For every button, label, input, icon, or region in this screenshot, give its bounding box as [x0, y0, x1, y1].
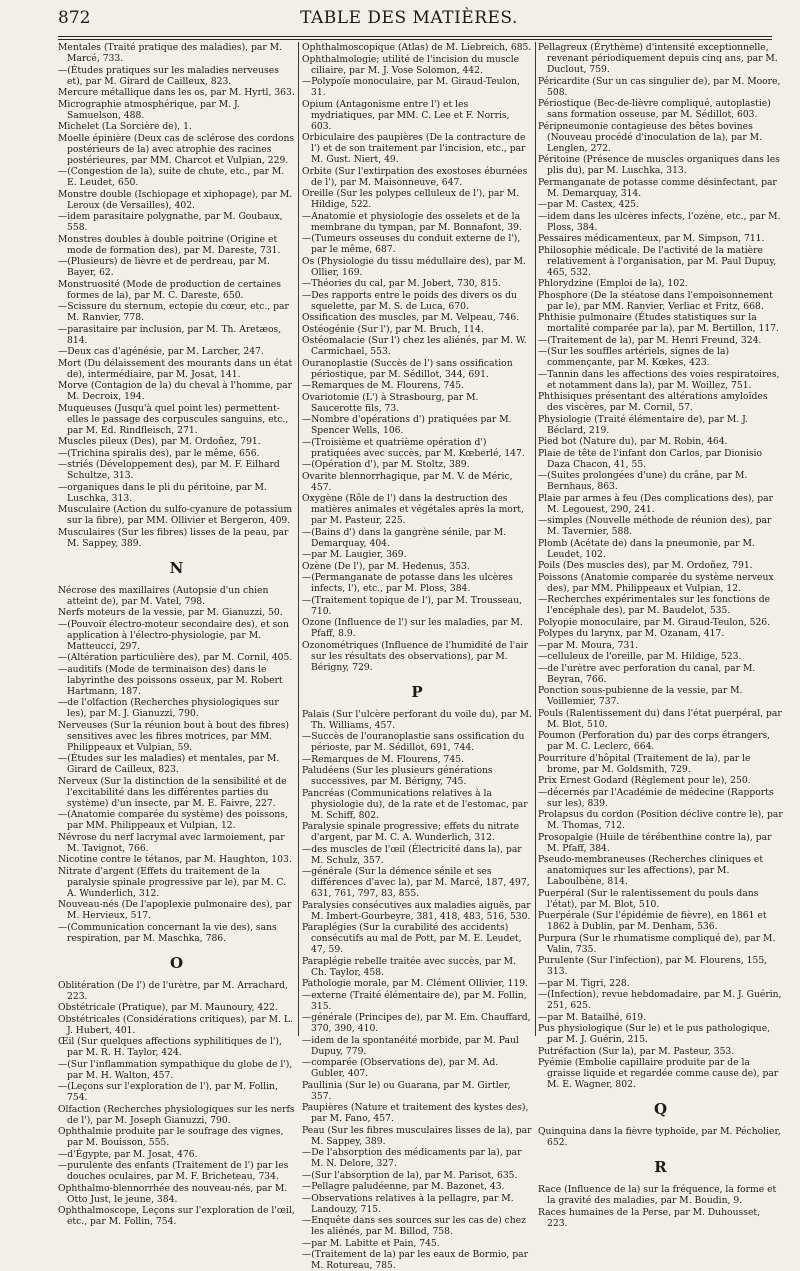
- index-entry: —(Communication concernant la vie des), sans respiration, par M. Maschka, 786.: [58, 921, 277, 944]
- index-entry: Oxygène (Rôle de l') dans la destruction des matières animales et végétales après la mort, par M. Pasteur, 225.: [302, 493, 524, 526]
- index-entry: —Recherches expérimentales sur les fonctions de l'encéphale des), par M. Baudelot, 535.: [538, 594, 771, 616]
- index-entry: —(Altération particulière des), par M. Cornil, 405.: [58, 652, 293, 663]
- index-entry: —(Sur les souffles artériels, signes de la) commençante, par M. Kœkes, 423.: [538, 346, 730, 368]
- index-entry: Olfaction (Recherches physiologiques sur les nerfs de l'), par M. Joseph Gianuzzi, 790.: [58, 1103, 295, 1126]
- index-entry: —par M. Laugier, 369.: [302, 549, 407, 560]
- index-column-1: [58, 42, 295, 1227]
- index-entry: Paraplégie rebelle traitée avec succès, par M. Ch. Taylor, 458.: [302, 955, 517, 978]
- index-entry: Nitrate d'argent (Effets du traitement de la paralysie spinale progressive par le), par M. C. A. Wunderlich, 312.: [58, 865, 287, 899]
- index-entry: Ouranoplastie (Succès de l') sans ossification périostique, par M. Sédillot, 344, 691.: [302, 357, 513, 380]
- index-entry: Phosphore (De la stéatose dans l'empoisonnement par le), par MM. Ranvier, Verliac et Fritz, 668.: [538, 289, 773, 312]
- index-entry: Nerveux (Sur la distinction de la sensibilité et de l'excitabilité dans les différentes parties du système) d'un insecte, par M. E. Faivre, 227.: [58, 775, 287, 809]
- page-number: 872: [58, 8, 91, 28]
- index-entry: Névrose du nerf lacrymal avec larmoiement, par M. Tavignot, 766.: [58, 831, 285, 854]
- index-entry: Quinquina dans la fièvre typhoïde, par M. Pécholier, 652.: [538, 1126, 781, 1148]
- index-column-3: [538, 42, 783, 1229]
- index-entry: —organiques dans le pli du péritoine, par M. Luschka, 313.: [58, 481, 267, 504]
- index-entry: —(Suites prolongées d'une) du crâne, par M. Bernhaus, 863.: [538, 470, 748, 492]
- index-entry: Phthisiques présentant des altérations amyloïdes des viscères, par M. Cornil, 57.: [538, 391, 768, 413]
- index-entry: —Succès de l'ouranoplastie sans ossification du périoste, par M. Sédillot, 691, 744.: [302, 731, 525, 753]
- index-entry: Nouveau-nés (De l'apoplexie pulmonaire des), par M. Hervieux, 517.: [58, 899, 292, 921]
- index-entry: Physiologie (Traité élémentaire de), par M. J. Béclard, 219.: [538, 413, 748, 436]
- index-entry: Péripneumonie contagieuse des bêtes bovines (Nouveau procédé d'inoculation de la), par M. Lenglen, 272.: [538, 120, 762, 154]
- index-entry: Oblitération (De l') de l'urètre, par M. Arrachard, 223.: [58, 979, 288, 1002]
- index-entry: Phthisie pulmonaire (Études statistiques sur la mortalité comparée par la), par M. Bertillon, 117.: [538, 312, 779, 334]
- index-entry: —(Opération d'), par M. Stoltz, 389.: [302, 459, 470, 470]
- index-entry: Opium (Antagonisme entre l') et les mydriatiques, par MM. C. Lee et F. Norris, 603.: [302, 98, 510, 132]
- index-entry: —(Pouvoir électro-moteur secondaire des), et son application à l'électro-physiologie, par M. Matteucci, 297.: [58, 618, 289, 652]
- index-entry: —(Traitement de la) par les eaux de Bormio, par M. Rotureau, 785.: [302, 1249, 528, 1271]
- index-entry: Muscles pileux (Des), par M. Ordoñez, 791.: [58, 436, 261, 447]
- index-entry: Monstruosité (Mode de production de certaines formes de la), par M. C. Dareste, 650.: [58, 278, 281, 301]
- index-entry: Mort (Du délaissement des mourants dans un état de), intermédiaire, par M. Josat, 141.: [58, 357, 293, 380]
- index-entry: Ovariotomie (L') à Strasbourg, par M. Saucerotte fils, 73.: [302, 391, 479, 414]
- index-entry: Paralysies consécutives aux maladies aiguës, par M. Imbert-Gourbeyre, 381, 418, 483, 516, 530.: [302, 899, 531, 922]
- index-entry: Purulente (Sur l'infection), par M. Flourens, 155, 313.: [538, 955, 768, 977]
- index-entry: Ponction sous-pubienne de la vessie, par M. Voillemier, 737.: [538, 685, 743, 707]
- index-entry: —générale (Principes de), par M. Em. Chauffard, 370, 390, 410.: [302, 1012, 531, 1034]
- index-entry: Péritoine (Présence de muscles organiques dans les plis du), par M. Luschka, 313.: [538, 154, 780, 176]
- index-entry: —par M. Moura, 731.: [538, 639, 639, 651]
- index-entry: Ostéomalacie (Sur l') chez les aliénés, par M. W. Carmichael, 553.: [302, 335, 527, 357]
- index-entry: —Nombre d'opérations d') pratiquées par M. Spencer Wells, 106.: [302, 414, 512, 436]
- index-entry: —(Sur l'absorption de la), par M. Parisot, 635.: [302, 1169, 518, 1181]
- index-entry: —(Sur l'inflammation sympathique du globe de l'), par M. H. Walton, 457.: [58, 1058, 293, 1081]
- index-entry: Obstétricale (Pratique), par M. Maunoury, 422.: [58, 1002, 278, 1013]
- index-entry: Périostique (Bec-de-lièvre compliqué, autoplastie) sans formation osseuse, par M. Sédillot, 603.: [538, 98, 771, 120]
- index-entry: Peau (Sur les fibres musculaires lisses de la), par M. Sappey, 389.: [302, 1124, 532, 1147]
- page-header: [58, 8, 760, 30]
- index-entry: —par M. Batailhé, 619.: [538, 1011, 647, 1023]
- index-entry: —des muscles de l'œil (Électricité dans la), par M. Schulz, 357.: [302, 843, 522, 866]
- column-divider: [298, 42, 299, 1036]
- index-entry: —générale (Sur la démence sénile et ses différences d'avec la), par M. Marcé, 187, 497, 631, 761, 797, 83, 855.: [302, 866, 530, 899]
- index-entry: —externe (Traité élémentaire de), par M. Follin, 315.: [302, 989, 527, 1012]
- index-entry: Plaie par armes à feu (Des complications des), par M. Legouest, 290, 241.: [538, 492, 774, 515]
- index-entry: —décernés par l'Académie de médecine (Rapports sur les), 839.: [538, 786, 774, 809]
- index-entry: Ossification des muscles, par M. Velpeau, 746.: [302, 312, 520, 323]
- index-entry: —Remarques de M. Flourens, 745.: [302, 753, 465, 765]
- index-entry: —Enquête dans ses sources sur les cas de) chez les aliénés, par M. Billod, 758.: [302, 1215, 526, 1237]
- index-entry: Pied bot (Nature du), par M. Robin, 464.: [538, 436, 728, 447]
- index-entry: Prix Ernest Godard (Règlement pour le), 250.: [538, 775, 751, 786]
- index-entry: Pourriture d'hôpital (Traitement de la), par le brome, par M. Goldsmith, 729.: [538, 752, 751, 775]
- index-entry: Os (Physiologie du tissu médullaire des), par M. Ollier, 169.: [302, 255, 526, 278]
- index-entry: —Deux cas d'agénésie, par M. Larcher, 247.: [58, 346, 264, 357]
- index-entry: Morve (Contagion de la) du cheval à l'homme, par M. Decroix, 194.: [58, 380, 292, 402]
- index-entry: Plomb (Acétate de) dans la pneumonie, par M. Leudet, 102.: [538, 537, 755, 560]
- index-entry: Ozène (De l'), par M. Hedenus, 353.: [302, 560, 470, 572]
- index-column-2: [302, 42, 532, 1271]
- index-entry: Ostéogénie (Sur l'), par M. Bruch, 114.: [302, 323, 484, 335]
- index-entry: Race (Influence de la) sur la fréquence, la forme et la gravité des maladies, par M. Boudin, 9.: [538, 1184, 777, 1206]
- index-entry: Pancréas (Communications relatives à la physiologie du), de la rate et de l'estomac, par M. Schiff, 802.: [302, 787, 528, 821]
- index-entry: —Polypoïe monoculaire, par M. Giraud-Teulon, 31.: [302, 76, 520, 98]
- index-entry: Pellagreux (Érythème) d'intensité exceptionnelle, revenant périodiquement depuis cinq ans, par M. Duclout, 759.: [538, 42, 778, 75]
- index-entry: Paralysie spinale progressive; effets du nitrate d'argent, par M. C. A. Wunderlich, 312.: [302, 821, 520, 843]
- index-entry: Permanganate de potasse comme désinfectant, par M. Demarquay, 314.: [538, 176, 777, 199]
- index-entry: Ozone (Influence de l') sur les maladies, par M. Pfaff, 8.9.: [302, 617, 523, 639]
- index-entry: —striés (Développement des), par M. F. Eilhard Schultze, 313.: [58, 459, 280, 481]
- index-entry: —(Tumeurs osseuses du conduit externe de l'), par le même, 687.: [302, 233, 521, 255]
- index-entry: —(Traitement de la), par M. Henri Freund, 324.: [538, 334, 762, 346]
- index-entry: Mentales (Traité pratique des maladies), par M. Marcé, 733.: [58, 42, 283, 64]
- index-entry: Polypes du larynx, par M. Ozanam, 417.: [538, 628, 725, 639]
- index-entry: —(Troisième et quatrième opération d') pratiquées avec succès, par M. Kœberlé, 147.: [302, 436, 525, 459]
- index-entry: Ozonométriques (Influence de l'humidité de l'air sur les résultats des observations), par M. Bérigny, 729.: [302, 639, 528, 673]
- index-entry: Poils (Des muscles des), par M. Ordoñez, 791.: [538, 560, 753, 571]
- index-entry: Péricardite (Sur un cas singulier de), par M. Moore, 508.: [538, 75, 781, 98]
- index-entry: —(Leçons sur l'exploration de l'), par M. Follin, 754.: [58, 1081, 278, 1103]
- index-entry: —par M. Labitte et Pain, 745.: [302, 1237, 440, 1249]
- index-entry: Nécrose des maxillaires (Autopsie d'un chien atteint de), par M. Vatel, 798.: [58, 584, 269, 607]
- index-entry: —idem dans les ulcères infects, l'ozène, etc., par M. Ploss, 384.: [538, 210, 781, 233]
- index-entry: —(Bains d') dans la gangrène sénile, par M. Demarquay, 404.: [302, 526, 507, 549]
- index-entry: —purulente des enfants (Traitement de l') par les douches oculaires, par M. F. Bricheteau, 734.: [58, 1160, 289, 1182]
- index-entry: —(Congestion de la), suite de chute, etc., par M. E. Leudet, 650.: [58, 166, 285, 188]
- index-entry: Pathologie morale, par M. Clément Ollivier, 119.: [302, 978, 528, 989]
- index-entry: Poissons (Anatomie comparée du système nerveux des), par MM. Philippeaux et Vulpian, 12.: [538, 571, 774, 594]
- index-entry: Paraplégies (Sur la curabilité des accidents) consécutifs au mal de Pott, par M. E. Leudet, 47, 59.: [302, 922, 522, 955]
- index-entry: Purpura (Sur le rhumatisme compliqué de), par M. Valin, 735.: [538, 932, 776, 955]
- index-entry: Œil (Sur quelques affections syphilitiques de l'), par M. R. H. Taylor, 424.: [58, 1036, 282, 1058]
- index-entry: Muqueuses (Jusqu'à quel point les) permettent-elles le passage des corpuscules sanguins, etc., par M. Ed. Rindfleisch, 271.: [58, 402, 289, 436]
- index-entry: Musculaires (Sur les fibres) lisses de la peau, par M. Sappey, 389.: [58, 526, 289, 549]
- index-entry: —Scissure du sternum, ectopie du cœur, etc., par M. Ranvier, 778.: [58, 301, 289, 323]
- index-entry: Puerpéral (Sur le ralentissement du pouls dans l'état), par M. Blot, 510.: [538, 887, 759, 910]
- header-rule: [58, 36, 772, 37]
- index-entry: —idem de la spontanéité morbide, par M. Paul Dupuy, 779.: [302, 1034, 519, 1057]
- index-entry: —(Anatomie comparée du système) des poissons, par MM. Philippeaux et Vulpian, 12.: [58, 809, 288, 831]
- index-entry: Polyopie monoculaire, par M. Giraud-Teulon, 526.: [538, 616, 771, 628]
- page-title: TABLE DES MATIÈRES.: [300, 8, 518, 28]
- index-entry: —par M. Tigri, 228.: [538, 977, 630, 989]
- index-entry: Orbiculaire des paupières (De la contracture de l') et de son traitement par l'incision, etc., par M. Gust. Niert, 49.: [302, 132, 526, 165]
- index-entry: Pouls (Ralentissement du) dans l'état puerpéral, par M. Blot, 510.: [538, 707, 782, 730]
- index-entry: Prolapsus du cordon (Position déclive contre le), par M. Thomas, 712.: [538, 809, 783, 831]
- index-entry: Michelet (La Sorcière de), 1.: [58, 121, 192, 132]
- index-entry: Palais (Sur l'ulcère perforant du voile du), par M. Th. Williams, 457.: [302, 708, 532, 731]
- index-entry: —idem parasitaire polygnathe, par M. Goubaux, 558.: [58, 211, 283, 233]
- index-entry: Nicotine contre le tétanos, par M. Haughton, 103.: [58, 854, 292, 865]
- index-entry: —Anatomie et physiologie des osselets et de la membrane du tympan, par M. Bonnafont, 39.: [302, 210, 522, 233]
- index-entry: —simples (Nouvelle méthode de réunion des), par M. Tavernier, 588.: [538, 515, 772, 537]
- index-entry: —Théories du cal, par M. Jobert, 730, 815.: [302, 278, 501, 289]
- index-entry: Ophthalmie produite par le soufrage des vignes, par M. Bouisson, 555.: [58, 1126, 284, 1148]
- index-entry: Putréfaction (Sur la), par M. Pasteur, 353.: [538, 1045, 735, 1057]
- index-entry: Ophthalmoscope, Leçons sur l'exploration de l'œil, etc., par M. Follin, 754.: [58, 1205, 295, 1227]
- index-entry: Obstétricales (Considérations critiques), par M. L. J. Hubert, 401.: [58, 1013, 293, 1036]
- index-entry: —(Études sur les maladies) et mentales, par M. Girard de Cailleux, 823.: [58, 753, 280, 775]
- index-entry: —auditifs (Mode de terminaison des) dans le labyrinthe des poissons osseux, par M. Robert Hartmann, 187.: [58, 663, 283, 697]
- index-entry: —De l'absorption des médicaments par la), par M. N. Delore, 327.: [302, 1147, 522, 1169]
- index-entry: —(Traitement topique de l'), par M. Trousseau, 710.: [302, 594, 522, 617]
- index-entry: —Remarques de M. Flourens, 745.: [302, 380, 465, 391]
- index-entry: Micrographie atmosphérique, par M. J. Samuelson, 488.: [58, 98, 240, 121]
- index-entry: Monstre double (Ischiopage et xiphopage), par M. Leroux (de Versailles), 402.: [58, 188, 293, 211]
- index-entry: Pessaires médicamenteux, par M. Simpson, 711.: [538, 233, 765, 244]
- index-entry: Musculaire (Action du sulfo-cyanure de potassium sur la fibre), par MM. Ollivier et Bergeron, 409.: [58, 504, 293, 526]
- index-entry: Mercure métallique dans les os, par M. Hyrtl, 363.: [58, 87, 295, 98]
- section-letter: R: [654, 1158, 667, 1176]
- index-entry: Ophthalmoscopique (Atlas) de M. Liebreich, 685.: [302, 42, 532, 53]
- index-entry: Paullinia (Sur le) ou Guarana, par M. Girtler, 357.: [302, 1079, 511, 1102]
- index-entry: —(Plusieurs) de lièvre et de perdreau, par M. Bayer, 62.: [58, 256, 270, 278]
- index-entry: Nerveuses (Sur la réunion bout à bout des fibres) sensitives avec les fibres motrices, par MM. Philippeaux et Vulpian, 59.: [58, 719, 289, 753]
- index-entry: Puerpérale (Sur l'épidémie de fièvre), en 1861 et 1862 à Dublin, par M. Denham, 536.: [538, 910, 767, 932]
- index-entry: Plaie de tête de l'infant don Carlos, par Dionisio Daza Chacon, 41, 55.: [538, 447, 762, 470]
- header-rule-double: [58, 39, 772, 40]
- index-entry: —(Trichina spiralis des), par le même, 656.: [58, 447, 260, 459]
- index-entry: —Pellagre paludéenne, par M. Bazonet, 43.: [302, 1181, 505, 1192]
- index-entry: Pus physiologique (Sur le) et le pus pathologique, par M. J. Guérin, 215.: [538, 1023, 771, 1045]
- index-entry: —Tannin dans les affections des voies respiratoires, et notamment dans la), par M. Woillez, 751.: [538, 368, 780, 391]
- index-entry: Nerfs moteurs de la vessie, par M. Gianuzzi, 50.: [58, 607, 283, 618]
- index-entry: Prosopalgie (Huile de térébenthine contre la), par M. Pfaff, 384.: [538, 831, 772, 854]
- index-entry: Paludéens (Sur les plusieurs générations successives, par M. Bérigny, 745.: [302, 765, 493, 787]
- index-entry: —de l'olfaction (Recherches physiologiques sur les), par M. J. Gianuzzi, 790.: [58, 697, 279, 719]
- index-entry: Monstres doubles à double poitrine (Origine et mode de formation des), par M. Dareste, 731.: [58, 233, 281, 256]
- index-entry: —de l'urètre avec perforation du canal, par M. Beyran, 766.: [538, 662, 756, 685]
- index-entry: Orbite (Sur l'extirpation des exostoses éburnées de l'), par M. Maisonneuve, 647.: [302, 165, 528, 188]
- column-divider: [535, 42, 536, 1036]
- index-entry: Pseudo-membraneuses (Recherches cliniques et anatomiques sur les affections), par M. Laboulbène, 814.: [538, 854, 764, 887]
- index-entry: —(Infection), revue hebdomadaire, par M. J. Guérin, 251, 625.: [538, 989, 782, 1011]
- index-entry: —d'Égypte, par M. Josat, 476.: [58, 1148, 198, 1160]
- index-entry: Ophthalmo-blennorrhée des nouveau-nés, par M. Otto Just, le jeune, 384.: [58, 1182, 288, 1205]
- index-entry: Races humaines de la Perse, par M. Duhousset, 223.: [538, 1206, 760, 1229]
- index-entry: —par M. Castex, 425.: [538, 199, 639, 210]
- section-letter: O: [169, 953, 184, 972]
- index-entry: Poumon (Perforation du) par des corps étrangers, par M. C. Leclerc, 664.: [538, 730, 771, 752]
- index-entry: Ophthalmologie; utilité de l'incision du muscle ciliaire, par M. J. Vose Solomon, 442.: [302, 53, 520, 76]
- index-entry: —comparée (Observations de), par M. Ad. Gubler, 407.: [302, 1057, 499, 1079]
- section-letter: Q: [653, 1100, 668, 1118]
- index-entry: —(Études pratiques sur les maladies nerveuses et), par M. Girard de Cailleux, 823.: [58, 64, 279, 87]
- index-entry: —Des rapports entre le poids des divers os du squelette, par M. S. de Luca, 670.: [302, 289, 517, 312]
- index-entry: Moelle épinière (Deux cas de sclérose des cordons postérieurs de la) avec atrophie des racines postérieures, par MM. Charcot et Vulpian, 229.: [58, 132, 295, 166]
- index-entry: Philosophie médicale. De l'activité de la matière relativement à l'organisation, par M. Paul Dupuy, 465, 532.: [538, 244, 777, 278]
- index-entry: —Observations relatives à la pellagre, par M. Landouzy, 715.: [302, 1192, 514, 1215]
- index-entry: Pyémie (Embolie capillaire produite par de la graisse liquide et regardée comme cause de), par M. E. Wagner, 802.: [538, 1057, 779, 1090]
- index-entry: Oreille (Sur les polypes celluleux de l'), par M. Hildige, 522.: [302, 188, 520, 210]
- section-letter: N: [169, 558, 184, 577]
- index-entry: —parasitaire par inclusion, par M. Th. Aretæos, 814.: [58, 323, 282, 346]
- index-entry: —celluleux de l'oreille, par M. Hildige, 523.: [538, 651, 742, 662]
- section-letter: P: [411, 682, 423, 701]
- index-entry: Ovarite blennorrhagique, par M. V. de Méric, 457.: [302, 470, 513, 493]
- index-entry: Phlorydzine (Emploi de la), 102.: [538, 278, 688, 289]
- index-entry: —(Permanganate de potasse dans les ulcères infects, l'), etc., par M. Ploss, 384.: [302, 572, 513, 594]
- index-entry: Paupières (Nature et traitement des kystes des), par M. Fano, 457.: [302, 1102, 529, 1124]
